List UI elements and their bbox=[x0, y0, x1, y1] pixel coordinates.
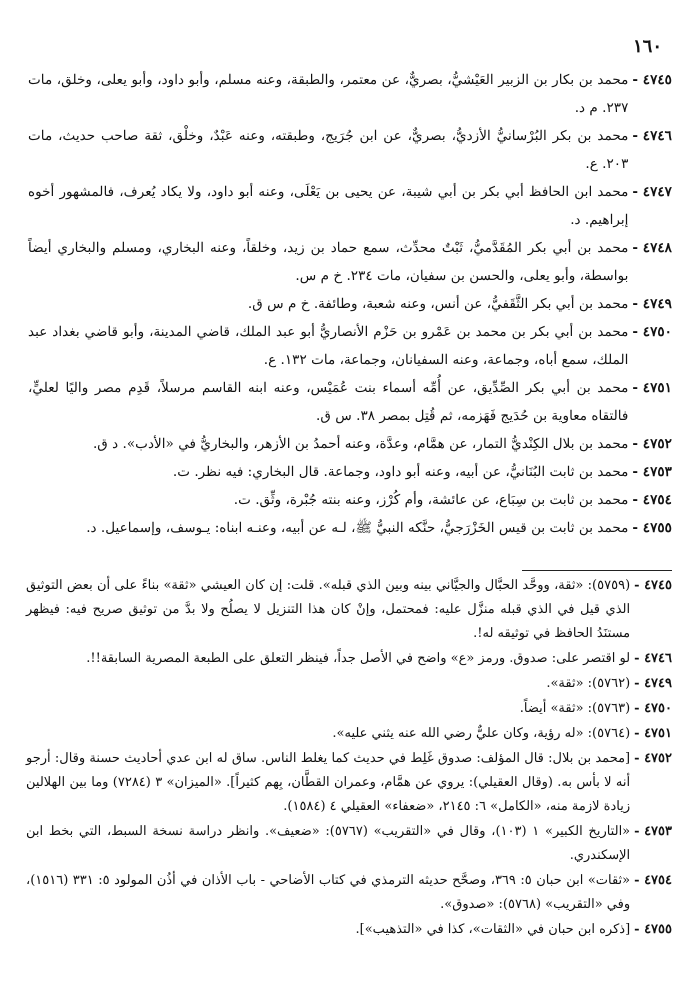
entry-number: ٤٧٤٧ - bbox=[632, 184, 672, 200]
entry-number: ٤٧٥١ - bbox=[632, 380, 672, 396]
entry-number: ٤٧٥٥ - bbox=[632, 520, 672, 536]
footnote-text: (٥٧٥٩): «ثقة، ووحَّد الحبَّال والجيَّاني بينه وبين الذي قبله». قلت: إن كان العيشي «ثقة» بناءً على أن بعض التوثيق الذي قيل في الذي قبله منزَّل عليه: فمحتمل، وإنْ كان هذا التنزيل لا يصلُح ولا بدَّ من توثيق صريح فيه: فيظهر مستنَدُ الحافظ في توثيقه له!. bbox=[26, 578, 631, 641]
footnote-number: ٤٧٤٦ - bbox=[634, 651, 672, 666]
biography-entries bbox=[28, 66, 672, 542]
footnote-text: «ثقات» ابن حبان ٥: ٣٦٩، وصحَّح حديثه الترمذي في كتاب الأضاحي - باب الأذان في أذُن المولود ٥: ٣٣١ (١٥١٦)، وفي «التقريب» (٥٧٦٨): «صدوق». bbox=[26, 873, 631, 912]
footnote-text: لو اقتصر على: صدوق. ورمز «ع» واضح في الأصل جداً، فينظر التعلق على الطبعة المصرية السابقة!!. bbox=[86, 651, 631, 666]
footnote-4755 bbox=[26, 918, 672, 942]
footnote-4754 bbox=[26, 869, 672, 917]
entry-4748 bbox=[28, 234, 672, 290]
footnote-number: ٤٧٤٩ - bbox=[634, 676, 672, 691]
entry-text: محمد بن أبي بكر المُقَدَّميُّ، ثَبْتٌ محدِّث، سمع حماد بن زيد، وخلقاً، وعنه البخاري، ومسلم والبخاري أيضاً بواسطة، وأبو يعلى، والحسن بن سفيان، مات ٢٣٤. خ م س. bbox=[28, 240, 629, 284]
footnote-4752 bbox=[26, 747, 672, 819]
entry-number: ٤٧٥٢ - bbox=[632, 436, 672, 452]
entry-4752 bbox=[28, 430, 672, 458]
entry-number: ٤٧٥٣ - bbox=[632, 464, 672, 480]
footnote-4750 bbox=[26, 697, 672, 721]
footnote-4753 bbox=[26, 820, 672, 868]
footnote-text: (٥٧٦٤): «له رؤية، وكان عليٌّ رضي الله عنه يثني عليه». bbox=[332, 726, 631, 741]
entry-number: ٤٧٥٤ - bbox=[632, 492, 672, 508]
entry-number: ٤٧٤٩ - bbox=[632, 296, 672, 312]
entry-4746 bbox=[28, 122, 672, 178]
entry-number: ٤٧٤٥ - bbox=[632, 72, 672, 88]
entry-4751 bbox=[28, 374, 672, 430]
entry-text: محمد بن أبي بكر بن محمد بن عَمْرو بن حَزْم الأنصاريُّ أبو عبد الملك، قاضي المدينة، وأبو قاضي بغداد عبد الملك، سمع أباه، وجماعة، وعنه السفيانان، وجماعة، مات ١٣٢. ع. bbox=[28, 324, 629, 368]
entry-text: محمد بن أبي بكر الصِّدِّيق، عن أُمِّه أسماء بنت عُمَيْس، وعنه ابنه القاسم مرسلاً، قَدِم مصر واليًا لعليٍّ، فالتقاه معاوية بن حُدَيج فَهَزمه، ثم قُتِل بمصر ٣٨. س ق. bbox=[28, 380, 629, 424]
footnote-4751 bbox=[26, 722, 672, 746]
entry-4754 bbox=[28, 486, 672, 514]
entry-4750 bbox=[28, 318, 672, 374]
footnote-number: ٤٧٥٣ - bbox=[634, 824, 672, 839]
entry-text: محمد بن أبي بكر الثَّقَفيُّ، عن أنس، وعنه شعبة، وطائفة. خ م س ق. bbox=[247, 296, 629, 312]
footnote-number: ٤٧٥١ - bbox=[634, 726, 672, 741]
footnote-number: ٤٧٥٠ - bbox=[634, 701, 672, 716]
entry-number: ٤٧٤٨ - bbox=[632, 240, 672, 256]
footnote-text: [ذكره ابن حبان في «الثقات»، كذا في «التذهيب»]. bbox=[355, 922, 631, 937]
footnote-number: ٤٧٥٤ - bbox=[634, 873, 672, 888]
footnote-divider bbox=[522, 570, 672, 571]
entry-4753 bbox=[28, 458, 672, 486]
footnote-text: (٥٧٦٣): «ثقة» أيضاً. bbox=[519, 701, 631, 716]
footnotes bbox=[26, 574, 672, 943]
footnote-number: ٤٧٤٥ - bbox=[634, 578, 672, 593]
footnote-4745 bbox=[26, 574, 672, 646]
entry-number: ٤٧٤٦ - bbox=[632, 128, 672, 144]
entry-text: محمد بن ثابت بن سِبَاع، عن عائشة، وأم كُرْز، وعنه بنته جُبْرة، وثِّق. ت. bbox=[233, 492, 629, 508]
footnote-text: (٥٧٦٢): «ثقة». bbox=[546, 676, 631, 691]
entry-text: محمد بن ثابت بن قيس الخَزْرَجيُّ، حنَّكه النبيُّ ﷺ، لـه عن أبيه، وعنـه ابناه: يـوسف، وإسماعيل. د. bbox=[86, 520, 629, 536]
footnote-4746 bbox=[26, 647, 672, 671]
entry-text: محمد بن بكار بن الزبير العَيْشيُّ، بصريٌّ، عن معتمر، والطبقة، وعنه مسلم، وأبو داود، وأبو يعلى، وخلق، مات ٢٣٧. م د. bbox=[28, 72, 629, 116]
entry-text: محمد بن بلال الكِنْديُّ التمار، عن همَّام، وعدَّة، وعنه أحمدُ بن الأزهر، والبخاريُّ في «الأدب». د ق. bbox=[92, 436, 629, 452]
footnote-number: ٤٧٥٥ - bbox=[634, 922, 672, 937]
entry-4747 bbox=[28, 178, 672, 234]
entry-4749 bbox=[28, 290, 672, 318]
footnote-number: ٤٧٥٢ - bbox=[634, 751, 672, 766]
entry-number: ٤٧٥٠ - bbox=[632, 324, 672, 340]
entry-text: محمد ابن الحافظ أبي بكر بن أبي شيبة، عن يحيى بن يَعْلَى، وعنه أبو داود، ولا يكاد يُعرف، فالمشهور أخوه إبراهيم. د. bbox=[28, 184, 629, 228]
footnote-text: «التاريخ الكبير» ١ (١٠٣)، وقال في «التقريب» (٥٧٦٧): «ضعيف». وانظر دراسة نسخة السبط، التي بخط ابن الإسكندري. bbox=[26, 824, 631, 863]
footnote-4749 bbox=[26, 672, 672, 696]
entry-text: محمد بن ثابت البُنَانيُّ، عن أبيه، وعنه أبو داود، وجماعة. قال البخاري: فيه نظر. ت. bbox=[172, 464, 629, 480]
entry-4745 bbox=[28, 66, 672, 122]
page-number: ١٦٠ bbox=[632, 36, 662, 57]
entry-4755 bbox=[28, 514, 672, 542]
footnote-text: [محمد بن بلال: قال المؤلف: صدوق غَلِط في حديث كما يغلط الناس. ساق له ابن عدي أحاديث حسنة وقال: أرجو أنه لا بأس به. (وقال العقيلي): يروي عن همَّام، وعمران القطَّان، بِهم كثيراً]. «الميزان» ٣ (٧٢٨٤) وما بين الهلالين زيادة لازمة منه، «الكامل» ٦: ٢١٤٥، «ضعفاء» العقيلي ٤ (١٥٨٤). bbox=[26, 751, 631, 814]
entry-text: محمد بن بكر البُرْسانيُّ الأزديُّ، بصريٌّ، عن ابن جُرَيج، وطبقته، وعنه عَبْدٌ، وخلْق، ثقة صاحب حديث، مات ٢٠٣. ع. bbox=[28, 128, 629, 172]
